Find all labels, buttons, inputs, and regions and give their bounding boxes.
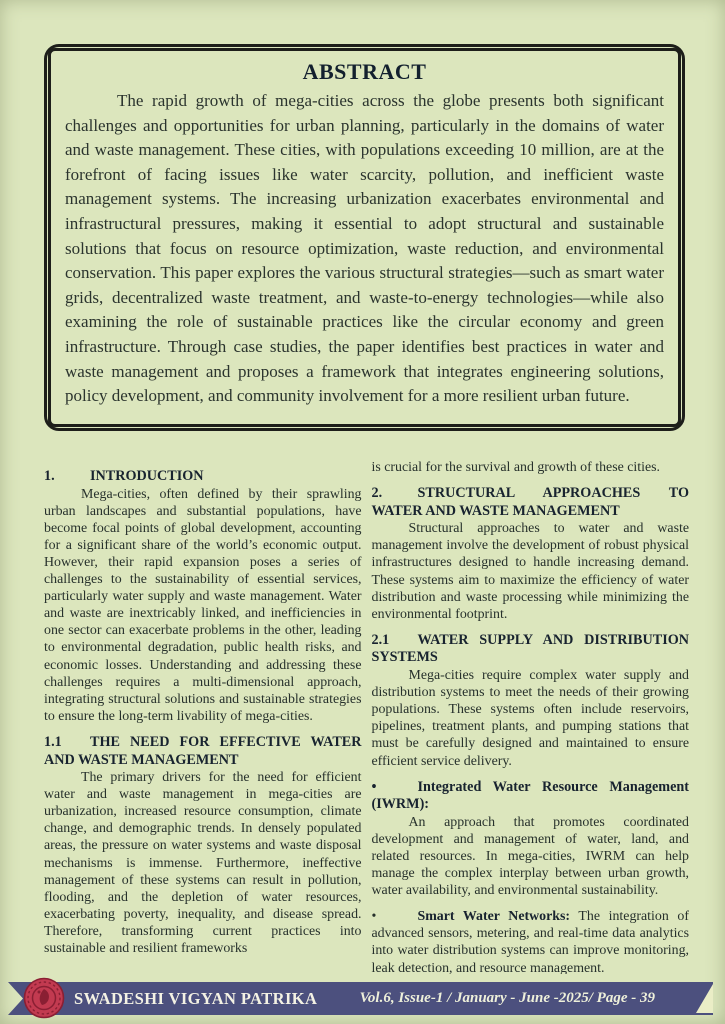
section-2-paragraph: Structural approaches to water and waste management involve the development of robust physical infrastructures designed to handle increasing demand. These systems aim to maximize the efficiency of water distribution and waste processing while minimizing the environmental footprint. (371, 521, 689, 622)
footer-ribbon (8, 982, 713, 1015)
footer-ribbon-fold (696, 984, 713, 1013)
bullet-iwrm-title: Integrated Water Resource Management (IWRM): (371, 778, 689, 813)
bullet-smart-water-label: Smart Water Networks: (417, 909, 571, 925)
section-1-number: 1. (44, 468, 55, 484)
bullet-icon: • (371, 909, 377, 925)
abstract-text: The rapid growth of mega-cities across the globe presents both significant challenges and opportunities for urban planning, particularly in the domains of water and waste management. These cities, with populations exceeding 10 million, are at the forefront of facing issues like water scarcity, pollution, and inefficient waste management systems. The increasing urbanization exacerbates environmental and infrastructural pressures, making it essential to adopt structural and sustainable solutions that focus on resource optimization, waste reduction, and environmental conservation. This paper explores the various structural strategies—such as smart water grids, decentralized waste treatment, and waste-to-energy technologies—while also examining the role of sustainable practices like the circular economy and green infrastructure. Through case studies, the paper identifies best practices in water and waste management and proposes a framework that integrates engineering solutions, policy development, and community involvement for a more resilient urban future. (65, 91, 664, 406)
section-2-heading (372, 485, 690, 520)
right-column (372, 459, 690, 974)
abstract-box (44, 44, 685, 431)
issue-page-info: Vol.6, Issue-1 / January - June -2025/ Page - 39 (359, 990, 655, 1006)
journal-title: SWADESHI VIGYAN PATRIKA (74, 988, 318, 1008)
article-body (44, 459, 689, 974)
bullet-iwrm-label (372, 779, 690, 814)
section-1-title: INTRODUCTION (90, 468, 204, 484)
section-2-1-paragraph: Mega-cities require complex water supply and distribution systems to meet the needs of their growing populations. These systems often include reservoirs, pipelines, treatment plants, and pumping stations that must be carefully designed and maintained to ensure efficient service delivery. (371, 668, 689, 769)
abstract-box-inner (48, 48, 681, 427)
section-2-title: STRUCTURAL APPROACHES TO WATER AND WASTE MANAGEMENT (371, 485, 689, 519)
section-1-1-number: 1.1 (44, 733, 62, 750)
journal-logo-icon (23, 977, 65, 1019)
section-2-1-title: WATER SUPPLY AND DISTRIBUTION SYSTEMS (371, 631, 689, 666)
abstract-title: ABSTRACT (302, 59, 427, 84)
left-column (44, 459, 362, 974)
continuation-text: is crucial for the survival and growth of these cities. (371, 460, 661, 475)
bullet-smart-water (372, 908, 690, 974)
section-2-1-number: 2.1 (371, 631, 390, 648)
section-1-heading (44, 468, 362, 486)
bullet-icon: • (371, 778, 377, 795)
section-2-number: 2. (371, 485, 383, 502)
bullet-smart-water-text: The integration of advanced sensors, metering, and real-time data analytics into water distribution systems can improve monitoring, leak detection, and resource management. (371, 909, 689, 974)
section-1-paragraph: Mega-cities, often defined by their sprawling urban landscapes and substantial populations, have become focal points of global development, accounting for a significant share of the world’s economic output. However, their rapid expansion poses a series of challenges to the sustainability of essential services, particularly water supply and waste management. Water and waste are inextricably linked, and inefficiencies in one sector can exacerbate problems in the other, leading to environmental degradation, public health risks, and economic losses. Understanding and addressing these challenges requires a multi-dimensional approach, integrating structural solutions and sustainable strategies to ensure the long-term livability of mega-cities. (44, 486, 362, 724)
section-1-1-title: THE NEED FOR EFFECTIVE WATER AND WASTE MANAGEMENT (44, 733, 362, 768)
bullet-iwrm-paragraph: An approach that promotes coordinated development and management of water, land, and related resources. In mega-cities, IWRM can help manage the complex interplay between urban growth, water availability, and environmental sustainability. (371, 814, 689, 899)
section-2-1-heading (372, 632, 690, 667)
section-1-1-heading (44, 734, 362, 769)
section-1-1-paragraph: The primary drivers for the need for efficient water and waste management in mega-cities are urbanization, increased resource consumption, climate change, and demographic trends. In densely populated areas, the pressure on water systems and waste disposal mechanisms is immense. Furthermore, ineffective management of these systems can result in pollution, flooding, and the depletion of water resources, exacerbating poverty, inequality, and disease spread. Therefore, transforming current practices into sustainable and resilient frameworks (44, 770, 362, 957)
